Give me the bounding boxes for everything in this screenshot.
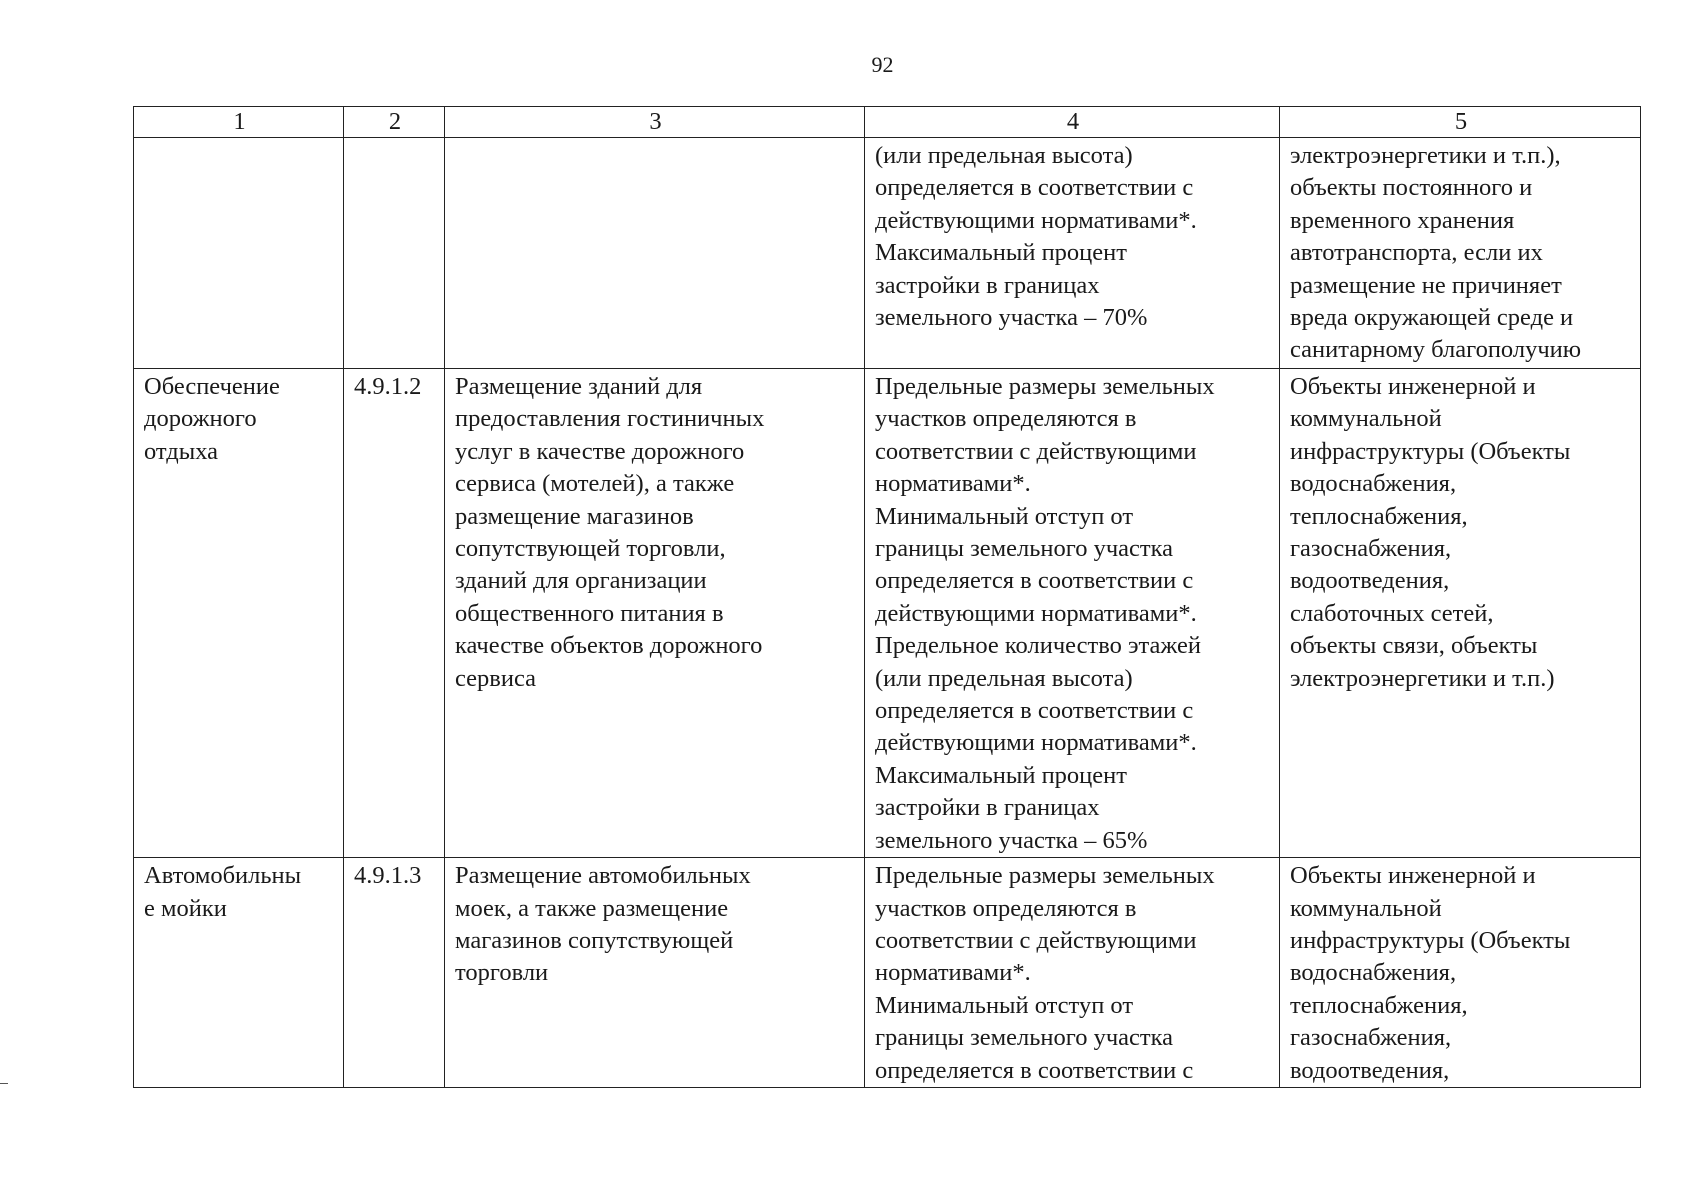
table-row bbox=[134, 858, 1641, 1088]
parameters-cell: Предельные размеры земельных участков определяются в соответствии с действующими нормативами*. Минимальный отступ от границы земельного участка определяется в соответствии с bbox=[865, 858, 1280, 1088]
column-number-header: 4 bbox=[865, 107, 1280, 138]
scan-edge-mark bbox=[0, 1083, 8, 1084]
page-number: 92 bbox=[871, 52, 894, 77]
parameters-cell: (или предельная высота) определяется в соответствии с действующими нормативами*. Максимальный процент застройки в границах земельного участка – 70% bbox=[865, 138, 1280, 369]
table-row bbox=[134, 138, 1641, 369]
use-type-name-cell: Автомобильны е мойки bbox=[134, 858, 344, 1088]
column-number-header: 5 bbox=[1280, 107, 1641, 138]
auxiliary-uses-cell: Объекты инженерной и коммунальной инфраструктуры (Объекты водоснабжения, теплоснабжения, газоснабжения, водоотведения, bbox=[1280, 858, 1641, 1088]
use-type-name-cell: Обеспечение дорожного отдыха bbox=[134, 369, 344, 858]
use-description-cell: Размещение зданий для предоставления гостиничных услуг в качестве дорожного сервиса (мотелей), а также размещение магазинов сопутствующей торговли, зданий для организации общественного питания в качестве объектов дорожного сервиса bbox=[445, 369, 865, 858]
use-type-name-cell bbox=[134, 138, 344, 369]
column-number-header: 1 bbox=[134, 107, 344, 138]
auxiliary-uses-cell: Объекты инженерной и коммунальной инфраструктуры (Объекты водоснабжения, теплоснабжения, газоснабжения, водоотведения, слаботочных сетей, объекты связи, объекты электроэнергетики и т.п.) bbox=[1280, 369, 1641, 858]
land-use-table bbox=[133, 106, 1641, 1088]
use-description-cell bbox=[445, 138, 865, 369]
use-type-code-cell: 4.9.1.3 bbox=[344, 858, 445, 1088]
column-number-header: 2 bbox=[344, 107, 445, 138]
column-number-row bbox=[134, 107, 1641, 138]
column-number-header: 3 bbox=[445, 107, 865, 138]
use-description-cell: Размещение автомобильных моек, а также размещение магазинов сопутствующей торговли bbox=[445, 858, 865, 1088]
parameters-cell: Предельные размеры земельных участков определяются в соответствии с действующими нормативами*. Минимальный отступ от границы земельного участка определяется в соответствии с действующими нормативами*. Предельное количество этажей (или предельная высота) определяется в соответствии с действующими нормативами*. Максимальный процент застройки в границах земельного участка – 65% bbox=[865, 369, 1280, 858]
use-type-code-cell: 4.9.1.2 bbox=[344, 369, 445, 858]
use-type-code-cell bbox=[344, 138, 445, 369]
auxiliary-uses-cell: электроэнергетики и т.п.), объекты постоянного и временного хранения автотранспорта, если их размещение не причиняет вреда окружающей среде и санитарному благополучию bbox=[1280, 138, 1641, 369]
table-row bbox=[134, 369, 1641, 858]
